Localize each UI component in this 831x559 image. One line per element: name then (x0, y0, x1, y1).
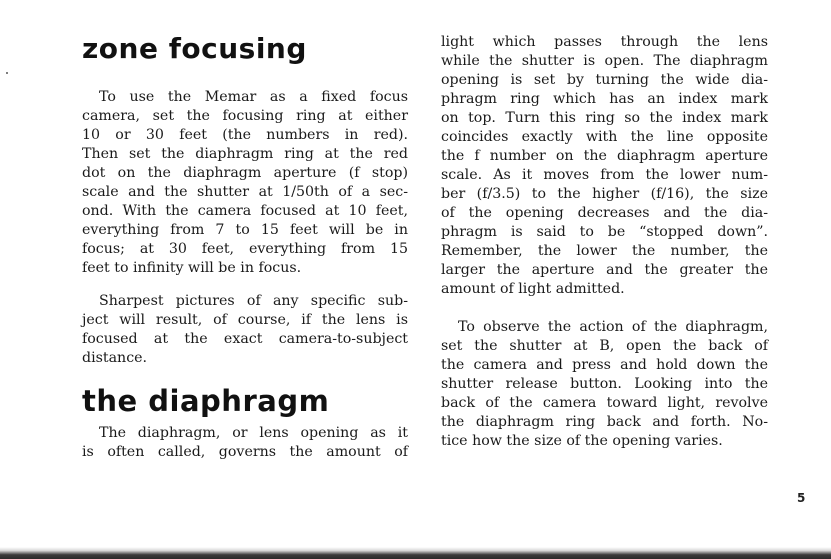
text-line: Then set the diaphragm ring at the red (82, 146, 408, 162)
text-line: the f number on the diaphragm aperture (441, 148, 768, 164)
heading-zone-focusing: zone focusing (82, 32, 307, 65)
page-number: 5 (797, 491, 806, 505)
text-line: dot on the diaphragm aperture (f stop) (82, 165, 408, 181)
text-line: camera, set the focusing ring at either (82, 108, 408, 124)
text-line: focus; at 30 feet, everything from 15 (82, 241, 408, 257)
text-line: Sharpest pictures of any specific sub- (99, 293, 408, 309)
text-line: shutter release button. Looking into the (441, 376, 768, 392)
text-line: distance. (82, 350, 148, 366)
text-line: The diaphragm, or lens opening as it (99, 425, 408, 441)
text-line: everything from 7 to 15 feet will be in (82, 222, 408, 238)
paragraph-diaphragm-2 (441, 33, 768, 299)
text-line: of the opening decreases and the dia- (441, 205, 768, 221)
text-line: feet to infinity will be in focus. (82, 260, 302, 276)
paragraph-zone-focusing-1 (82, 88, 408, 278)
paragraph-zone-focusing-2 (82, 292, 408, 368)
text-line: 10 or 30 feet (the numbers in red). (82, 127, 408, 143)
text-line: scale and the shutter at 1/50th of a sec- (82, 184, 408, 200)
text-line: on top. Turn this ring so the index mark (441, 110, 768, 126)
text-line: To observe the action of the diaphragm, (458, 319, 768, 335)
text-line: set the shutter at B, open the back of (441, 338, 768, 354)
text-line: ber (f/3.5) to the higher (f/16), the size (441, 186, 768, 202)
text-line: the camera and press and hold down the (441, 357, 768, 373)
text-line: tice how the size of the opening varies. (441, 433, 723, 449)
text-line: phragm is said to be “stopped down”. (441, 224, 768, 240)
paragraph-diaphragm-1 (82, 424, 408, 462)
text-line: Remember, the lower the number, the (441, 243, 768, 259)
paragraph-diaphragm-3 (441, 318, 768, 451)
text-line: while the shutter is open. The diaphragm (441, 53, 768, 69)
text-line: the diaphragm ring back and forth. No- (441, 414, 768, 430)
text-line: focused at the exact camera-to-subject (82, 331, 408, 347)
text-line: ject will result, of course, if the lens is (82, 312, 408, 328)
heading-the-diaphragm: the diaphragm (82, 384, 330, 418)
text-line: scale. As it moves from the lower num- (441, 167, 768, 183)
scan-edge-shadow (0, 547, 831, 559)
text-line: opening is set by turning the wide dia- (441, 72, 768, 88)
text-line: amount of light admitted. (441, 281, 625, 297)
text-line: light which passes through the lens (441, 34, 768, 50)
text-line: back of the camera toward light, revolve (441, 395, 768, 411)
text-line: phragm ring which has an index mark (441, 91, 768, 107)
text-line: coincides exactly with the line opposite (441, 129, 768, 145)
text-line: is often called, governs the amount of (82, 444, 408, 460)
text-line: ond. With the camera focused at 10 feet, (82, 203, 408, 219)
text-line: To use the Memar as a fixed focus (99, 89, 408, 105)
scan-speck (6, 72, 8, 74)
text-line: larger the aperture and the greater the (441, 262, 768, 278)
